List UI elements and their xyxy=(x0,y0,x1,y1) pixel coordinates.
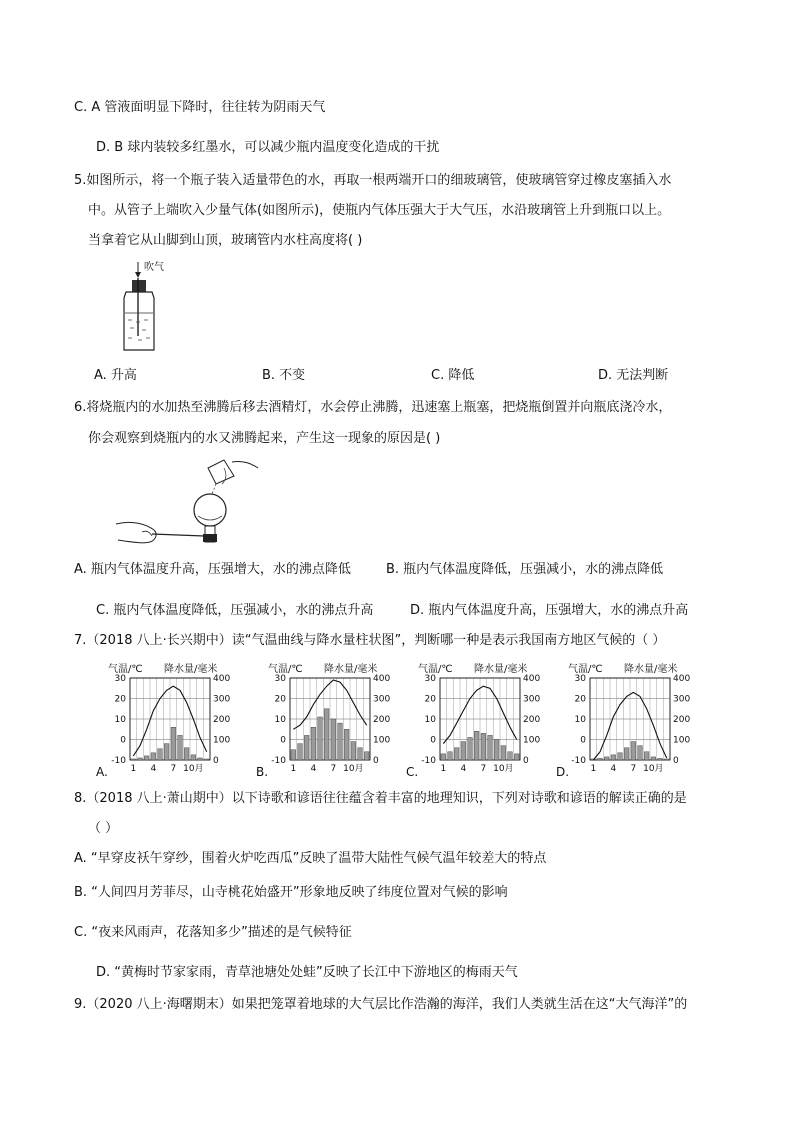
precip-bar xyxy=(138,758,143,760)
q6-option-c[interactable]: C. 瓶内气体温度降低，压强减小，水的沸点升高 xyxy=(96,603,374,618)
precip-bar xyxy=(631,742,636,760)
month-tick-label: 7 xyxy=(170,764,177,774)
precip-tick-label: 0 xyxy=(673,756,679,766)
precip-bar xyxy=(291,750,296,760)
month-tick-label: 1 xyxy=(590,764,597,774)
precip-bar xyxy=(151,753,156,760)
climate-charts-svg xyxy=(90,660,710,780)
q8-option-c[interactable]: C. “夜来风雨声，花落知多少”描述的是气候特征 xyxy=(74,925,352,940)
precip-bar xyxy=(618,753,623,760)
temp-tick-label: -10 xyxy=(111,756,126,766)
precip-bar xyxy=(441,754,446,760)
precip-tick-label: 200 xyxy=(523,715,541,725)
temp-axis-title: 气温/℃ xyxy=(418,664,453,675)
q9-stem-line1: 9.（2020 八上·海曙期末）如果把笼罩着地球的大气层比作浩瀚的海洋，我们人类就生活在这“大气海洋”的 xyxy=(74,997,688,1012)
temp-tick-label: 30 xyxy=(274,674,286,684)
month-tick-label: 10月 xyxy=(343,764,364,774)
precip-bar xyxy=(454,748,459,760)
precip-bar xyxy=(304,735,309,760)
precip-bar xyxy=(488,735,493,760)
flask-figure xyxy=(112,454,272,554)
chart-option-letter: D. xyxy=(556,765,570,779)
climate-chart-1 xyxy=(256,662,390,779)
precip-bar xyxy=(364,752,369,760)
chart-option-letter: B. xyxy=(256,765,269,779)
bottle-figure xyxy=(118,258,208,358)
precip-bar xyxy=(644,752,649,760)
q8-option-d[interactable]: D. “黄梅时节家家雨，青草池塘处处蛙”反映了长江中下游地区的梅雨天气 xyxy=(96,965,518,980)
temp-axis-title: 气温/℃ xyxy=(108,664,143,675)
precip-bar xyxy=(468,737,473,760)
q5-option-a[interactable]: A. 升高 xyxy=(94,368,137,383)
precip-bar xyxy=(204,759,209,760)
precip-bar xyxy=(178,735,183,760)
precip-bar xyxy=(131,759,136,760)
precip-axis-title: 降水量/毫米 xyxy=(324,664,378,675)
temp-tick-label: 20 xyxy=(574,694,586,705)
precip-tick-label: 0 xyxy=(373,756,379,766)
month-tick-label: 7 xyxy=(480,764,487,774)
precip-bar xyxy=(508,752,513,760)
month-tick-label: 4 xyxy=(150,764,157,774)
blow-air-label: 吹气 xyxy=(144,262,164,273)
q8-stem-line1: 8.（2018 八上·萧山期中）以下诗歌和谚语往往蕴含着丰富的地理知识，下列对诗歌和谚语的解读正确的是 xyxy=(74,791,687,806)
precip-bar xyxy=(191,755,196,760)
q5-stem-line3: 当拿着它从山脚到山顶，玻璃管内水柱高度将( ) xyxy=(88,233,363,248)
precip-bar xyxy=(144,756,149,760)
precip-bar xyxy=(494,740,499,761)
q5-option-b[interactable]: B. 不变 xyxy=(262,368,306,383)
q8-stem-line2: （ ） xyxy=(88,821,119,836)
precip-bar xyxy=(311,727,316,760)
precip-bar xyxy=(598,758,603,760)
temp-tick-label: 10 xyxy=(274,715,286,725)
temp-tick-label: 20 xyxy=(114,694,126,705)
q5-stem-line2: 中。从管子上端吹入少量气体(如图所示)，使瓶内气体压强大于大气压，水沿玻璃管上升到瓶口以上。 xyxy=(88,203,671,218)
temp-tick-label: 0 xyxy=(580,735,586,746)
month-tick-label: 10月 xyxy=(183,764,204,774)
q6-stem-line2: 你会观察到烧瓶内的水又沸腾起来，产生这一现象的原因是( ) xyxy=(88,431,441,446)
precip-tick-label: 300 xyxy=(373,694,391,705)
precip-axis-title: 降水量/毫米 xyxy=(164,664,218,675)
precip-bar xyxy=(164,744,169,760)
precip-bar xyxy=(331,719,336,760)
precip-bar xyxy=(338,723,343,760)
temp-axis-title: 气温/℃ xyxy=(568,664,603,675)
month-tick-label: 1 xyxy=(440,764,447,774)
precip-bar xyxy=(461,742,466,760)
precip-bar xyxy=(171,727,176,760)
precip-bar xyxy=(358,748,363,760)
precip-tick-label: 200 xyxy=(673,715,691,725)
precip-tick-label: 300 xyxy=(673,694,691,705)
precip-bar xyxy=(474,731,479,760)
month-tick-label: 10月 xyxy=(493,764,514,774)
month-tick-label: 4 xyxy=(310,764,317,774)
temp-tick-label: 20 xyxy=(424,694,436,705)
precip-bar xyxy=(298,744,303,760)
precip-bar xyxy=(501,746,506,760)
temp-tick-label: 0 xyxy=(280,735,286,746)
chart-option-letter: A. xyxy=(96,765,108,779)
precip-bar xyxy=(351,742,356,760)
precip-bar xyxy=(604,757,609,760)
precip-bar xyxy=(651,757,656,760)
precip-bar xyxy=(664,759,669,760)
temp-axis-title: 气温/℃ xyxy=(268,664,303,675)
precip-bar xyxy=(318,717,323,760)
q4-option-d: D. B 球内装较多红墨水，可以减少瓶内温度变化造成的干扰 xyxy=(96,140,440,155)
precip-bar xyxy=(448,752,453,760)
month-tick-label: 7 xyxy=(330,764,337,774)
precip-bar xyxy=(198,758,203,760)
q5-stem-line1: 5.如图所示，将一个瓶子装入适量带色的水，再取一根两端开口的细玻璃管，使玻璃管穿过橡皮塞插入水 xyxy=(74,173,672,188)
precip-tick-label: 0 xyxy=(213,756,219,766)
q8-option-b[interactable]: B. “人间四月芳菲尽，山寺桃花始盛开”形象地反映了纬度位置对气候的影响 xyxy=(74,885,508,900)
precip-axis-title: 降水量/毫米 xyxy=(624,664,678,675)
month-tick-label: 4 xyxy=(610,764,617,774)
temp-tick-label: 0 xyxy=(430,735,436,746)
q6-option-a[interactable]: A. 瓶内气体温度升高，压强增大，水的沸点降低 xyxy=(74,562,351,577)
q6-option-b[interactable]: B. 瓶内气体温度降低，压强减小，水的沸点降低 xyxy=(386,562,664,577)
precip-tick-label: 300 xyxy=(523,694,541,705)
precip-bar xyxy=(481,733,486,760)
precip-bar xyxy=(184,748,189,760)
precip-bar xyxy=(158,749,163,760)
precip-tick-label: 400 xyxy=(523,674,541,684)
q6-stem-line1: 6.将烧瓶内的水加热至沸腾后移去酒精灯，水会停止沸腾，迅速塞上瓶塞，把烧瓶倒置并向瓶底浇冷水， xyxy=(74,400,672,415)
precip-tick-label: 100 xyxy=(213,735,231,746)
precip-tick-label: 400 xyxy=(213,674,231,684)
q5-option-d[interactable]: D. 无法判断 xyxy=(598,368,669,383)
precip-tick-label: 0 xyxy=(523,756,529,766)
precip-tick-label: 200 xyxy=(373,715,391,725)
climate-chart-3 xyxy=(556,662,690,779)
temp-tick-label: 20 xyxy=(274,694,286,705)
temp-tick-label: 30 xyxy=(574,674,586,684)
q6-option-d[interactable]: D. 瓶内气体温度升高，压强增大，水的沸点升高 xyxy=(410,603,689,618)
precip-bar xyxy=(624,748,629,760)
precip-bar xyxy=(658,758,663,760)
precip-bar xyxy=(638,746,643,760)
temp-tick-label: 30 xyxy=(114,674,126,684)
temp-tick-label: 30 xyxy=(424,674,436,684)
month-tick-label: 7 xyxy=(630,764,637,774)
month-tick-label: 1 xyxy=(130,764,137,774)
q5-option-c[interactable]: C. 降低 xyxy=(431,368,475,383)
precip-tick-label: 100 xyxy=(373,735,391,746)
q7-stem-line1: 7.（2018 八上·长兴期中）读“气温曲线与降水量柱状图”，判断哪一种是表示我国南方地区气候的（ ） xyxy=(74,633,666,648)
precip-bar xyxy=(514,754,519,760)
temp-tick-label: -10 xyxy=(421,756,436,766)
climate-chart-2 xyxy=(406,662,540,779)
precip-bar xyxy=(611,755,616,760)
precip-bar xyxy=(344,729,349,760)
temp-tick-label: 10 xyxy=(424,715,436,725)
precip-tick-label: 400 xyxy=(373,674,391,684)
precip-bar xyxy=(324,709,329,760)
q8-option-a[interactable]: A. “早穿皮袄午穿纱，围着火炉吃西瓜”反映了温带大陆性气候气温年较差大的特点 xyxy=(74,851,547,866)
temp-tick-label: -10 xyxy=(571,756,586,766)
temp-tick-label: 10 xyxy=(114,715,126,725)
temp-tick-label: 0 xyxy=(120,735,126,746)
precip-tick-label: 300 xyxy=(213,694,231,705)
precip-tick-label: 400 xyxy=(673,674,691,684)
precip-tick-label: 200 xyxy=(213,715,231,725)
month-tick-label: 4 xyxy=(460,764,467,774)
precip-axis-title: 降水量/毫米 xyxy=(474,664,528,675)
temp-tick-label: -10 xyxy=(271,756,286,766)
climate-chart-0 xyxy=(96,662,230,779)
climate-charts-row xyxy=(90,660,710,780)
month-tick-label: 10月 xyxy=(643,764,664,774)
precip-tick-label: 100 xyxy=(523,735,541,746)
q4-option-c: C. A 管液面明显下降时，往往转为阴雨天气 xyxy=(74,100,326,115)
chart-option-letter: C. xyxy=(406,765,419,779)
temp-tick-label: 10 xyxy=(574,715,586,725)
precip-tick-label: 100 xyxy=(673,735,691,746)
month-tick-label: 1 xyxy=(290,764,297,774)
